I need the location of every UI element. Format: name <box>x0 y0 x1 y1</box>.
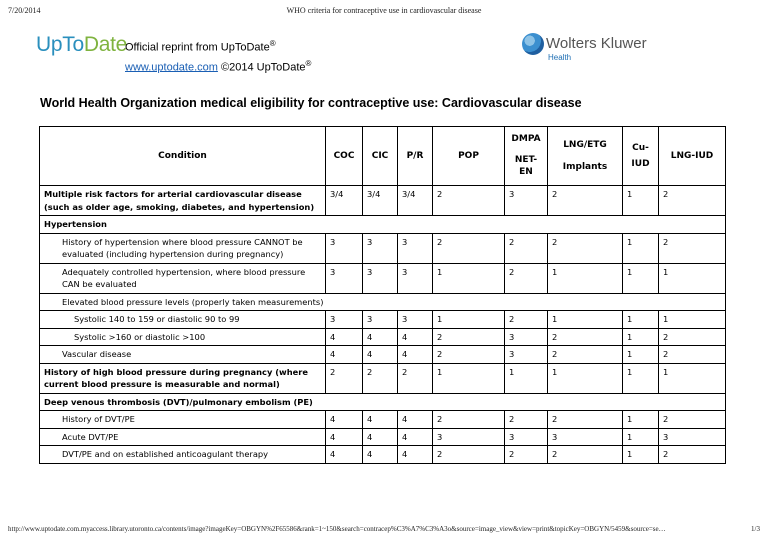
cell: 3 <box>505 328 548 346</box>
col-dmpa-l3: EN <box>519 167 533 178</box>
cell: 2 <box>363 363 398 393</box>
cell: 4 <box>398 428 433 446</box>
cell: 2 <box>433 346 505 364</box>
cell: 1 <box>433 311 505 329</box>
cell: 2 <box>659 411 726 429</box>
cell: 2 <box>505 263 548 293</box>
cell: 3 <box>326 311 363 329</box>
row-condition: Adequately controlled hypertension, where blood pressure CAN be evaluated <box>40 263 326 293</box>
col-cic: CIC <box>363 127 398 186</box>
cell: 4 <box>326 428 363 446</box>
uptodate-link[interactable]: www.uptodate.com <box>125 61 218 74</box>
cell: 1 <box>623 363 659 393</box>
col-cu-l1: Cu- <box>632 142 649 153</box>
table-row <box>40 186 726 216</box>
cell: 1 <box>623 428 659 446</box>
col-dmpa <box>505 127 548 186</box>
reprint-notice <box>125 36 311 75</box>
cell: 1 <box>659 311 726 329</box>
cell: 1 <box>433 363 505 393</box>
col-pop: POP <box>433 127 505 186</box>
cell: 4 <box>363 446 398 464</box>
cell: 4 <box>363 411 398 429</box>
cell: 2 <box>659 446 726 464</box>
row-condition: History of high blood pressure during pregnancy (where current blood pressure is measurable and normal) <box>40 363 326 393</box>
cell: 4 <box>398 328 433 346</box>
cell: 1 <box>623 233 659 263</box>
cell: 2 <box>433 411 505 429</box>
cell: 2 <box>433 328 505 346</box>
cell: 1 <box>623 263 659 293</box>
col-condition: Condition <box>40 127 326 186</box>
registered-mark-2: ® <box>305 58 312 68</box>
cell: 3 <box>505 186 548 216</box>
copyright-text: ©2014 UpToDate <box>217 61 306 74</box>
cell: 2 <box>398 363 433 393</box>
cell: 2 <box>548 411 623 429</box>
cell: 3 <box>326 233 363 263</box>
cell: 1 <box>659 363 726 393</box>
cell: 3 <box>326 263 363 293</box>
cell: 4 <box>363 428 398 446</box>
table-row <box>40 346 726 364</box>
cell: 2 <box>659 346 726 364</box>
cell: 1 <box>623 328 659 346</box>
section-dvt-pe: Deep venous thrombosis (DVT)/pulmonary embolism (PE) <box>40 393 726 411</box>
cell: 4 <box>326 411 363 429</box>
table-section-row <box>40 293 726 311</box>
col-lng-l1: LNG/ETG <box>563 139 607 150</box>
cell: 3 <box>363 263 398 293</box>
cell: 3 <box>433 428 505 446</box>
row-condition: Vascular disease <box>40 346 326 364</box>
cell: 2 <box>505 233 548 263</box>
row-condition: History of hypertension where blood pressure CANNOT be evaluated (including hypertension during pregnancy) <box>40 233 326 263</box>
table-row <box>40 446 726 464</box>
cell: 1 <box>548 263 623 293</box>
cell: 4 <box>398 446 433 464</box>
col-pr: P/R <box>398 127 433 186</box>
cell: 2 <box>505 411 548 429</box>
table-row <box>40 363 726 393</box>
col-lng-etg <box>548 127 623 186</box>
cell: 2 <box>659 233 726 263</box>
cell: 1 <box>659 263 726 293</box>
cell: 4 <box>326 328 363 346</box>
table-row <box>40 233 726 263</box>
col-lng-iud: LNG-IUD <box>659 127 726 186</box>
document-title: World Health Organization medical eligibility for contraceptive use: Cardiovascular disease <box>40 96 582 110</box>
col-cu-iud <box>623 127 659 186</box>
logo-date: Date <box>83 33 127 56</box>
logo-upto: UpTo <box>36 33 84 56</box>
row-condition: Systolic 140 to 159 or diastolic 90 to 99 <box>40 311 326 329</box>
table-row <box>40 428 726 446</box>
row-condition: Multiple risk factors for arterial cardiovascular disease (such as older age, smoking, diabetes, and hypertension) <box>40 186 326 216</box>
cell: 1 <box>548 311 623 329</box>
cell: 2 <box>548 328 623 346</box>
row-condition: History of DVT/PE <box>40 411 326 429</box>
table-section-row <box>40 216 726 234</box>
cell: 1 <box>623 411 659 429</box>
cell: 2 <box>433 186 505 216</box>
print-footer <box>8 525 760 537</box>
publisher-division: Health <box>548 53 572 62</box>
cell: 1 <box>548 363 623 393</box>
publisher-name: Wolters Kluwer <box>546 35 647 52</box>
print-date: 7/20/2014 <box>8 6 41 15</box>
cell: 2 <box>548 346 623 364</box>
cell: 2 <box>548 186 623 216</box>
col-cu-l2: IUD <box>631 159 650 169</box>
col-dmpa-l2: NET- <box>514 154 538 165</box>
cell: 3/4 <box>363 186 398 216</box>
cell: 2 <box>505 311 548 329</box>
row-condition: Systolic >160 or diastolic >100 <box>40 328 326 346</box>
cell: 3/4 <box>398 186 433 216</box>
cell: 4 <box>398 411 433 429</box>
cell: 3/4 <box>326 186 363 216</box>
row-condition: Acute DVT/PE <box>40 428 326 446</box>
cell: 3 <box>398 311 433 329</box>
row-condition: DVT/PE and on established anticoagulant therapy <box>40 446 326 464</box>
cell: 3 <box>505 428 548 446</box>
cell: 1 <box>623 186 659 216</box>
reprint-line: Official reprint from UpToDate <box>125 41 270 54</box>
section-hypertension: Hypertension <box>40 216 726 234</box>
cell: 4 <box>398 346 433 364</box>
cell: 1 <box>623 346 659 364</box>
print-header <box>8 6 760 18</box>
cell: 2 <box>433 446 505 464</box>
table-section-row <box>40 393 726 411</box>
section-elevated-bp: Elevated blood pressure levels (properly taken measurements) <box>40 293 726 311</box>
cell: 4 <box>326 346 363 364</box>
page-number: 1/3 <box>751 525 760 533</box>
cell: 2 <box>505 446 548 464</box>
print-url: http://www.uptodate.com.myaccess.library.utoronto.ca/contents/image?imageKey=OBGYN%2F65586&rank=1~150&search=contracep%C3%A7%C3%A3o&source=image_view&view=print&topicKey=OBGYN/5459&source=se… <box>8 525 666 533</box>
table-row <box>40 311 726 329</box>
cell: 3 <box>398 263 433 293</box>
eligibility-table <box>39 126 726 464</box>
cell: 3 <box>363 233 398 263</box>
table-header-row <box>40 127 726 186</box>
cell: 2 <box>433 233 505 263</box>
cell: 1 <box>505 363 548 393</box>
print-title: WHO criteria for contraceptive use in cardiovascular disease <box>286 6 482 15</box>
col-lng-l2: Implants <box>562 162 608 172</box>
cell: 3 <box>659 428 726 446</box>
cell: 3 <box>398 233 433 263</box>
cell: 3 <box>548 428 623 446</box>
uptodate-logo <box>36 33 127 57</box>
cell: 1 <box>433 263 505 293</box>
table-row <box>40 328 726 346</box>
cell: 4 <box>363 328 398 346</box>
globe-icon <box>522 33 544 55</box>
cell: 1 <box>623 446 659 464</box>
cell: 4 <box>326 446 363 464</box>
col-dmpa-l1: DMPA <box>511 134 541 145</box>
cell: 2 <box>548 233 623 263</box>
cell: 3 <box>363 311 398 329</box>
table-row <box>40 263 726 293</box>
cell: 2 <box>326 363 363 393</box>
registered-mark: ® <box>269 39 276 48</box>
cell: 2 <box>659 328 726 346</box>
cell: 2 <box>548 446 623 464</box>
cell: 2 <box>659 186 726 216</box>
table-row <box>40 411 726 429</box>
col-coc: COC <box>326 127 363 186</box>
cell: 4 <box>363 346 398 364</box>
cell: 3 <box>505 346 548 364</box>
cell: 1 <box>623 311 659 329</box>
